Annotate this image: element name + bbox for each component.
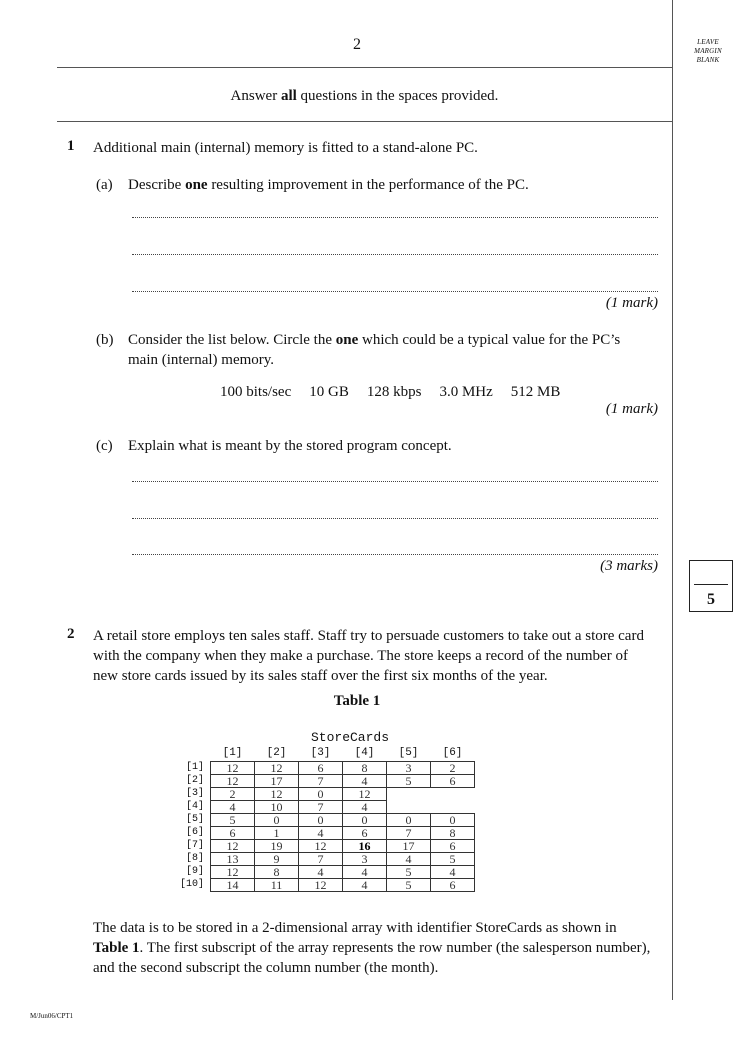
table-cell: 16 bbox=[343, 840, 387, 853]
table-cell: 13 bbox=[211, 853, 255, 866]
option[interactable]: 512 MB bbox=[510, 384, 561, 400]
part-b-label: (b) bbox=[96, 332, 114, 348]
option[interactable]: 100 bits/sec bbox=[220, 384, 292, 400]
table-row bbox=[170, 853, 475, 866]
page-number: 2 bbox=[353, 36, 361, 53]
table-cell: 0 bbox=[299, 788, 343, 801]
table-cell: 4 bbox=[343, 866, 387, 879]
table-cell: 12 bbox=[255, 788, 299, 801]
table-cell: 0 bbox=[255, 814, 299, 827]
table-cell: 4 bbox=[343, 775, 387, 788]
table-cell: 5 bbox=[387, 775, 431, 788]
table-cell: 17 bbox=[387, 840, 431, 853]
table-cell: 6 bbox=[431, 879, 475, 892]
table-cell: 6 bbox=[343, 827, 387, 840]
answer-line[interactable] bbox=[132, 290, 658, 292]
table-cell: 4 bbox=[299, 866, 343, 879]
table-cell: 2 bbox=[431, 762, 475, 775]
table-title: Table 1 bbox=[333, 693, 381, 709]
table-row bbox=[170, 801, 475, 814]
table-cell: 6 bbox=[431, 775, 475, 788]
table-row bbox=[170, 866, 475, 879]
table-cell: 7 bbox=[387, 827, 431, 840]
table-cell: 7 bbox=[299, 775, 343, 788]
row-header: [10] bbox=[179, 879, 204, 890]
table-cell: 5 bbox=[387, 879, 431, 892]
table-cell: 0 bbox=[387, 814, 431, 827]
row-header: [1] bbox=[185, 762, 204, 773]
table-cell: 8 bbox=[343, 762, 387, 775]
option[interactable]: 3.0 MHz bbox=[439, 384, 493, 400]
part-a-label: (a) bbox=[96, 177, 113, 193]
answer-line[interactable] bbox=[132, 216, 658, 218]
column-header: [4] bbox=[343, 745, 387, 762]
question-1-number: 1 bbox=[67, 138, 75, 154]
margin-note: LEAVE MARGIN BLANK bbox=[694, 38, 722, 64]
table-cell: 12 bbox=[211, 762, 255, 775]
array-name: StoreCards bbox=[310, 730, 389, 745]
table-cell: 0 bbox=[299, 814, 343, 827]
table-row bbox=[170, 762, 475, 775]
column-header-row bbox=[170, 745, 475, 762]
table-cell: 6 bbox=[211, 827, 255, 840]
table-cell: 8 bbox=[431, 827, 475, 840]
option[interactable]: 10 GB bbox=[309, 384, 349, 400]
table-cell: 3 bbox=[343, 853, 387, 866]
table-row bbox=[170, 775, 475, 788]
instruction: Answer all questions in the spaces provided. bbox=[230, 88, 499, 104]
table-cell: 6 bbox=[299, 762, 343, 775]
row-header: [8] bbox=[185, 853, 204, 864]
table-cell bbox=[387, 788, 431, 801]
table-cell: 3 bbox=[387, 762, 431, 775]
table-cell: 7 bbox=[299, 853, 343, 866]
table-cell: 2 bbox=[211, 788, 255, 801]
table-cell: 4 bbox=[431, 866, 475, 879]
column-header: [3] bbox=[299, 745, 343, 762]
table-row bbox=[170, 840, 475, 853]
question-2-stem: A retail store employs ten sales staff. Staff try to persuade customers to take out a store card with the company when they make a purchase. The store keeps a record of the number of new store cards issued by its sales staff over the first six months of the year. bbox=[93, 628, 644, 684]
table-cell: 12 bbox=[255, 762, 299, 775]
part-c-marks: (3 marks) bbox=[600, 558, 658, 574]
row-header: [6] bbox=[185, 827, 204, 838]
question-2-followup: The data is to be stored in a 2-dimensional array with identifier StoreCards as shown in Table 1. The first subscript of the array represents the row number (the salesperson number), and the second subscript the column number (the month). bbox=[93, 920, 651, 976]
column-header: [1] bbox=[211, 745, 255, 762]
column-header: [5] bbox=[387, 745, 431, 762]
table-cell bbox=[387, 801, 431, 814]
table-cell: 6 bbox=[431, 840, 475, 853]
table-cell: 1 bbox=[255, 827, 299, 840]
table-cell: 5 bbox=[431, 853, 475, 866]
row-header: [3] bbox=[185, 788, 204, 799]
table-cell: 11 bbox=[255, 879, 299, 892]
table-cell: 4 bbox=[343, 879, 387, 892]
table-cell: 5 bbox=[387, 866, 431, 879]
table-cell: 4 bbox=[387, 853, 431, 866]
question-1-stem: Additional main (internal) memory is fitted to a stand-alone PC. bbox=[93, 140, 478, 156]
part-a-marks: (1 mark) bbox=[605, 295, 658, 311]
table-cell: 5 bbox=[211, 814, 255, 827]
column-header: [6] bbox=[431, 745, 475, 762]
option[interactable]: 128 kbps bbox=[366, 384, 422, 400]
part-b-text: Consider the list below. Circle the one which could be a typical value for the PC’s main (internal) memory. bbox=[128, 332, 621, 368]
table-row bbox=[170, 879, 475, 892]
table-cell: 10 bbox=[255, 801, 299, 814]
part-c-text: Explain what is meant by the stored program concept. bbox=[128, 438, 452, 454]
table-cell: 0 bbox=[343, 814, 387, 827]
table-cell: 12 bbox=[211, 775, 255, 788]
row-header: [2] bbox=[185, 775, 204, 786]
part-c-label: (c) bbox=[96, 438, 113, 454]
answer-line[interactable] bbox=[132, 253, 658, 255]
table-cell: 12 bbox=[211, 840, 255, 853]
answer-line[interactable] bbox=[132, 517, 658, 519]
row-header: [4] bbox=[185, 801, 204, 812]
storecards-table bbox=[170, 745, 475, 892]
footer-code: M/Jun06/CPT1 bbox=[30, 1012, 74, 1020]
table-cell: 12 bbox=[299, 840, 343, 853]
score-value: 5 bbox=[707, 591, 715, 608]
table-cell: 4 bbox=[299, 827, 343, 840]
table-cell bbox=[431, 801, 475, 814]
table-cell: 17 bbox=[255, 775, 299, 788]
table-cell bbox=[431, 788, 475, 801]
table-cell: 14 bbox=[211, 879, 255, 892]
table-cell: 12 bbox=[343, 788, 387, 801]
question-2-number: 2 bbox=[67, 626, 75, 642]
row-header: [5] bbox=[185, 814, 204, 825]
table-cell: 4 bbox=[343, 801, 387, 814]
table-cell: 12 bbox=[299, 879, 343, 892]
top-divider bbox=[57, 67, 672, 68]
table-cell: 4 bbox=[211, 801, 255, 814]
margin-rule bbox=[672, 0, 673, 1000]
table-row bbox=[170, 827, 475, 840]
answer-line[interactable] bbox=[132, 553, 658, 555]
table-row bbox=[170, 814, 475, 827]
column-header: [2] bbox=[255, 745, 299, 762]
table-cell: 7 bbox=[299, 801, 343, 814]
table-cell: 0 bbox=[431, 814, 475, 827]
row-header: [9] bbox=[185, 866, 204, 877]
instruction-divider bbox=[57, 121, 672, 122]
table-cell: 9 bbox=[255, 853, 299, 866]
memory-options bbox=[220, 382, 578, 402]
table-row bbox=[170, 788, 475, 801]
table-cell: 12 bbox=[211, 866, 255, 879]
part-b-marks: (1 mark) bbox=[605, 401, 658, 417]
table-cell: 19 bbox=[255, 840, 299, 853]
score-box bbox=[689, 560, 733, 612]
row-header: [7] bbox=[185, 840, 204, 851]
answer-line[interactable] bbox=[132, 480, 658, 482]
part-a-text: Describe one resulting improvement in the performance of the PC. bbox=[128, 177, 529, 193]
table-cell: 8 bbox=[255, 866, 299, 879]
